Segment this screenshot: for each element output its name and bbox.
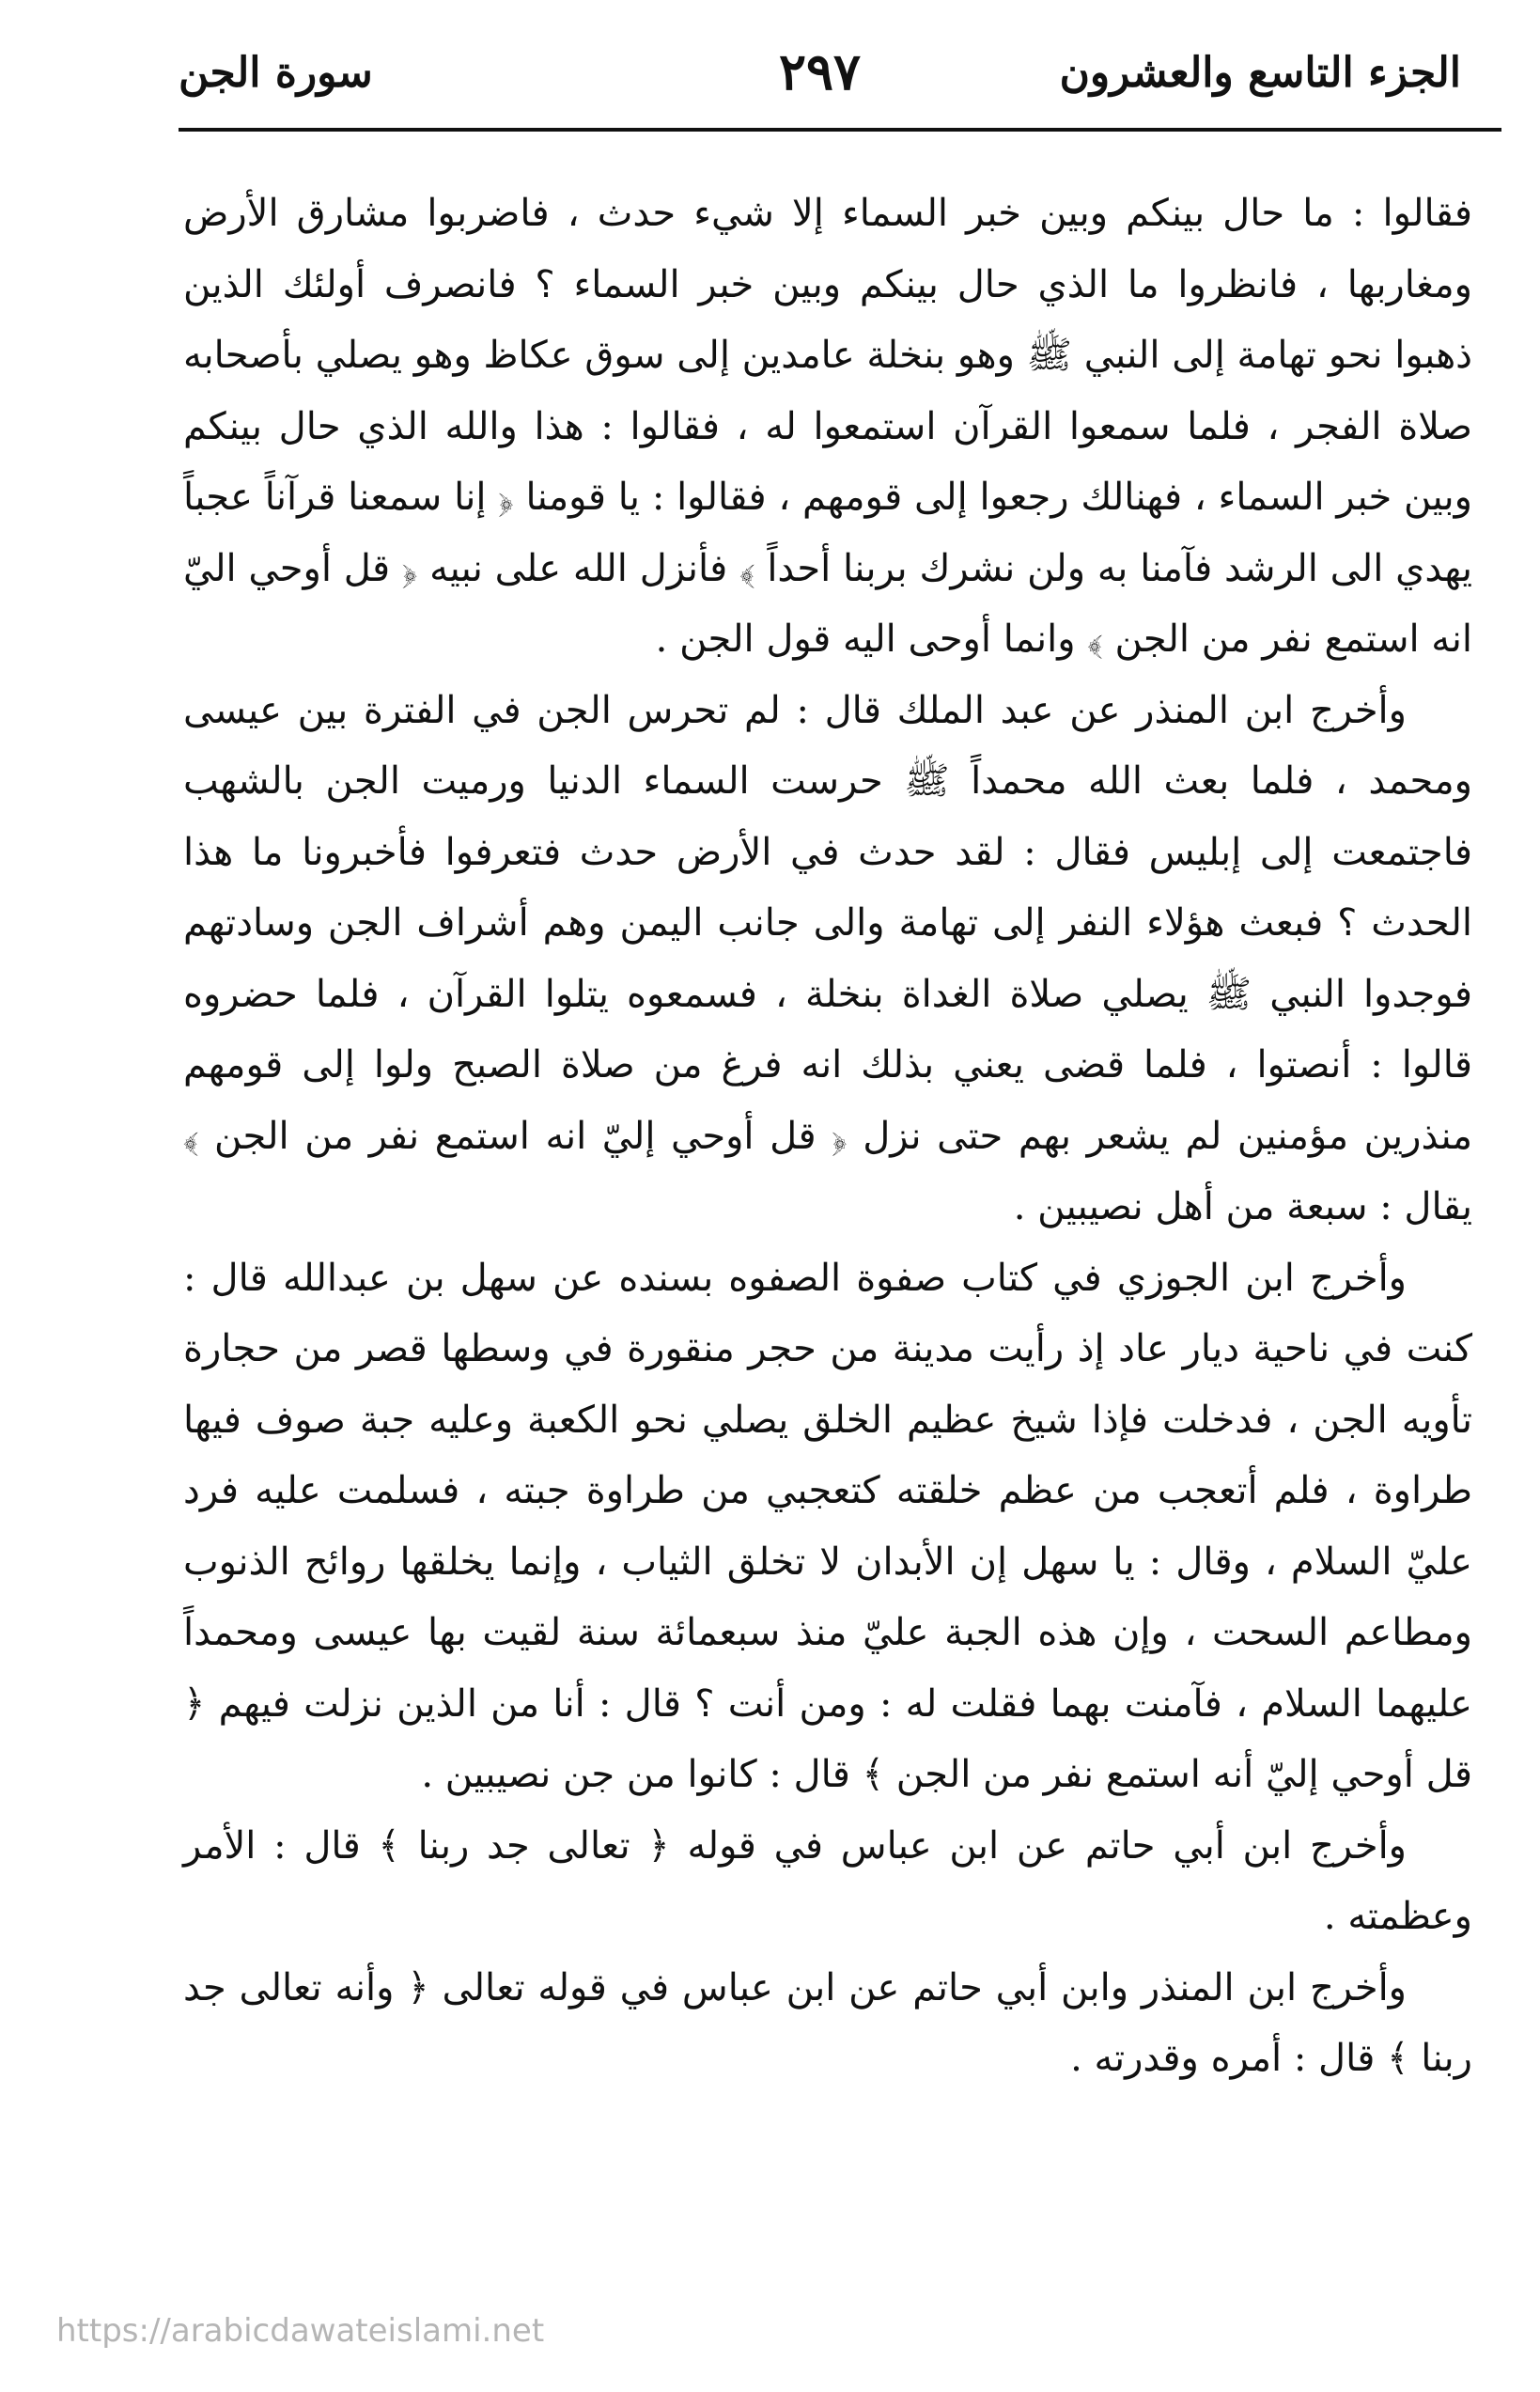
header-divider <box>179 128 1501 132</box>
page-body <box>183 179 1472 2095</box>
surah-title: سورة الجن <box>179 49 373 97</box>
paragraph: وأخرج ابن المنذر وابن أبي حاتم عن ابن عباس في قوله تعالى ﴿ وأنه تعالى جد ربنا ﴾ قال : أمره وقدرته . <box>183 1965 1472 2080</box>
paragraph: وأخرج ابن الجوزي في كتاب صفوة الصفوه بسنده عن سهل بن عبدالله قال : كنت في ناحية ديار عاد إذ رأيت مدينة من حجر منقورة في وسطها قصر من حجارة تأويه الجن ، فدخلت فإذا شيخ عظيم الخلق يصلي نحو الكعبة وعليه جبة صوف فيها طراوة ، فلم أتعجب من عظم خلقته كتعجبي من طراوة جبته ، فسلمت عليه فرد عليّ السلام ، وقال : يا سهل إن الأبدان لا تخلق الثياب ، وإنما يخلقها روائح الذنوب ومطاعم السحت ، وإن هذه الجبة عليّ منذ سبعمائة سنة لقيت بها عيسى ومحمداً عليهما السلام ، فآمنت بهما فقلت له : ومن أنت ؟ قال : أنا من الذين نزلت فيهم ﴿ قل أوحي إليّ أنه استمع نفر من الجن ﴾ قال : كانوا من جن نصيبين . <box>183 1256 1473 1796</box>
juz-title: الجزء التاسع والعشرون <box>1059 49 1461 97</box>
watermark-url: https://arabicdawateislami.net <box>56 2312 545 2350</box>
paragraph: وأخرج ابن أبي حاتم عن ابن عباس في قوله ﴿ تعالى جد ربنا ﴾ قال : الأمر وعظمته . <box>183 1823 1472 1938</box>
page-header <box>179 38 1461 122</box>
page-number: ٢٩٧ <box>778 41 862 102</box>
paragraph: فقالوا : ما حال بينكم وبين خبر السماء إلا شيء حدث ، فاضربوا مشارق الأرض ومغاربها ، فانظروا ما الذي حال بينكم وبين خبر السماء ؟ فانصرف أولئك الذين ذهبوا نحو تهامة إلى النبي ﷺ وهو بنخلة عامدين إلى سوق عكاظ وهو يصلي بأصحابه صلاة الفجر ، فلما سمعوا القرآن استمعوا له ، فقالوا : هذا والله الذي حال بينكم وبين خبر السماء ، فهنالك رجعوا إلى قومهم ، فقالوا : يا قومنا ﴿ إنا سمعنا قرآناً عجباً يهدي الى الرشد فآمنا به ولن نشرك بربنا أحداً ﴾ فأنزل الله على نبيه ﴿ قل أوحي اليّ انه استمع نفر من الجن ﴾ وانما أوحى اليه قول الجن . <box>183 192 1472 661</box>
paragraph: وأخرج ابن المنذر عن عبد الملك قال : لم تحرس الجن في الفترة بين عيسى ومحمد ، فلما بعث الله محمداً ﷺ حرست السماء الدنيا ورميت الجن بالشهب فاجتمعت إلى إبليس فقال : لقد حدث في الأرض حدث فتعرفوا فأخبرونا ما هذا الحدث ؟ فبعث هؤلاء النفر إلى تهامة والى جانب اليمن وهم أشراف الجن وسادتهم فوجدوا النبي ﷺ يصلي صلاة الغداة بنخلة ، فسمعوه يتلوا القرآن ، فلما حضروه قالوا : أنصتوا ، فلما قضى يعني بذلك انه فرغ من صلاة الصبح ولوا إلى قومهم منذرين مؤمنين لم يشعر بهم حتى نزل ﴿ قل أوحي إليّ انه استمع نفر من الجن ﴾ يقال : سبعة من أهل نصيبين . <box>183 688 1472 1228</box>
